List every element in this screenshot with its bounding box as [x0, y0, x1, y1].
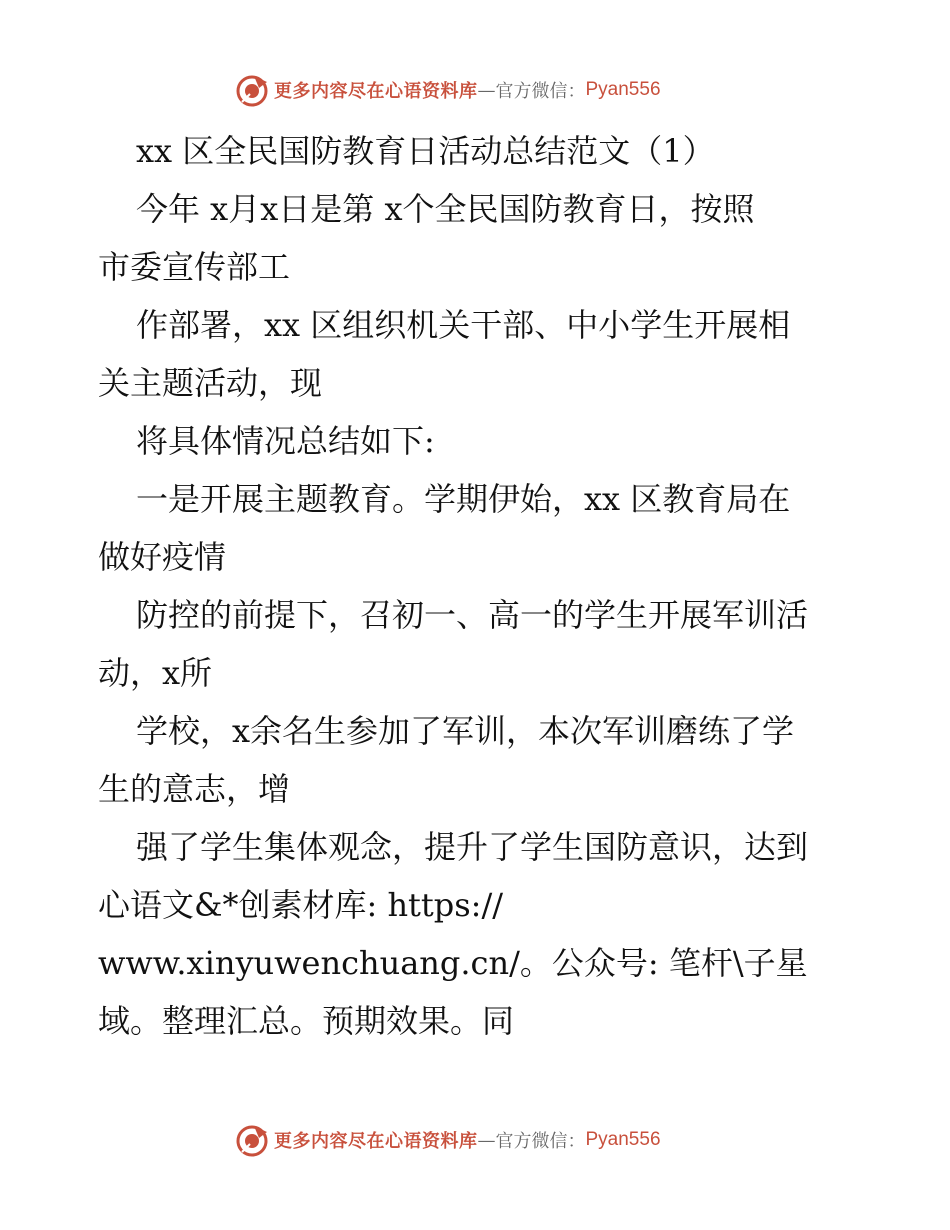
header-banner: [0, 70, 950, 110]
doc-line: 域。整理汇总。预期效果。同: [98, 1002, 515, 1040]
banner-wechat-id: Pyan556: [585, 79, 661, 100]
doc-line: 强了学生集体观念，提升了学生国防意识，达到: [136, 828, 809, 866]
doc-line: 学校，x余名生参加了军训，本次军训磨练了学: [136, 712, 795, 750]
footer-banner: [0, 1120, 950, 1160]
doc-line: 做好疫情: [98, 538, 227, 576]
doc-line: 一是开展主题教育。学期伊始，xx 区教育局在: [136, 480, 791, 518]
banner-main-text: 更多内容尽在心语资料库: [274, 1131, 478, 1152]
doc-line: 今年 x月x日是第 x个全民国防教育日，按照: [136, 190, 755, 228]
doc-line: 市委宣传部工: [98, 248, 291, 286]
banner-official-label: 官方微信：: [495, 81, 586, 102]
doc-line: www.xinyuwenchuang.cn/。公众号: 笔杆\子星: [98, 944, 808, 982]
brand-logo-icon: [234, 1122, 270, 1158]
doc-line: 心语文&*创素材库: https://: [98, 886, 504, 924]
doc-line: 作部署，xx 区组织机关干部、中小学生开展相: [136, 306, 791, 344]
document-body: [98, 122, 898, 1050]
banner-dash: —: [477, 79, 496, 101]
doc-title: xx 区全民国防教育日活动总结范文（1）: [136, 132, 715, 170]
doc-line: 动，x所: [98, 654, 213, 692]
banner-wechat-id: Pyan556: [585, 1129, 661, 1150]
doc-line: 生的意志，增: [98, 770, 291, 808]
doc-line: 将具体情况总结如下:: [136, 422, 435, 460]
doc-line: 关主题活动，现: [98, 364, 323, 402]
header-banner-content: [234, 70, 661, 110]
brand-logo-icon: [234, 72, 270, 108]
doc-line: 防控的前提下，召初一、高一的学生开展军训活: [136, 596, 809, 634]
banner-dash: —: [477, 1129, 496, 1151]
footer-banner-content: [234, 1120, 661, 1160]
banner-main-text: 更多内容尽在心语资料库: [274, 81, 478, 102]
banner-official-label: 官方微信：: [495, 1131, 586, 1152]
